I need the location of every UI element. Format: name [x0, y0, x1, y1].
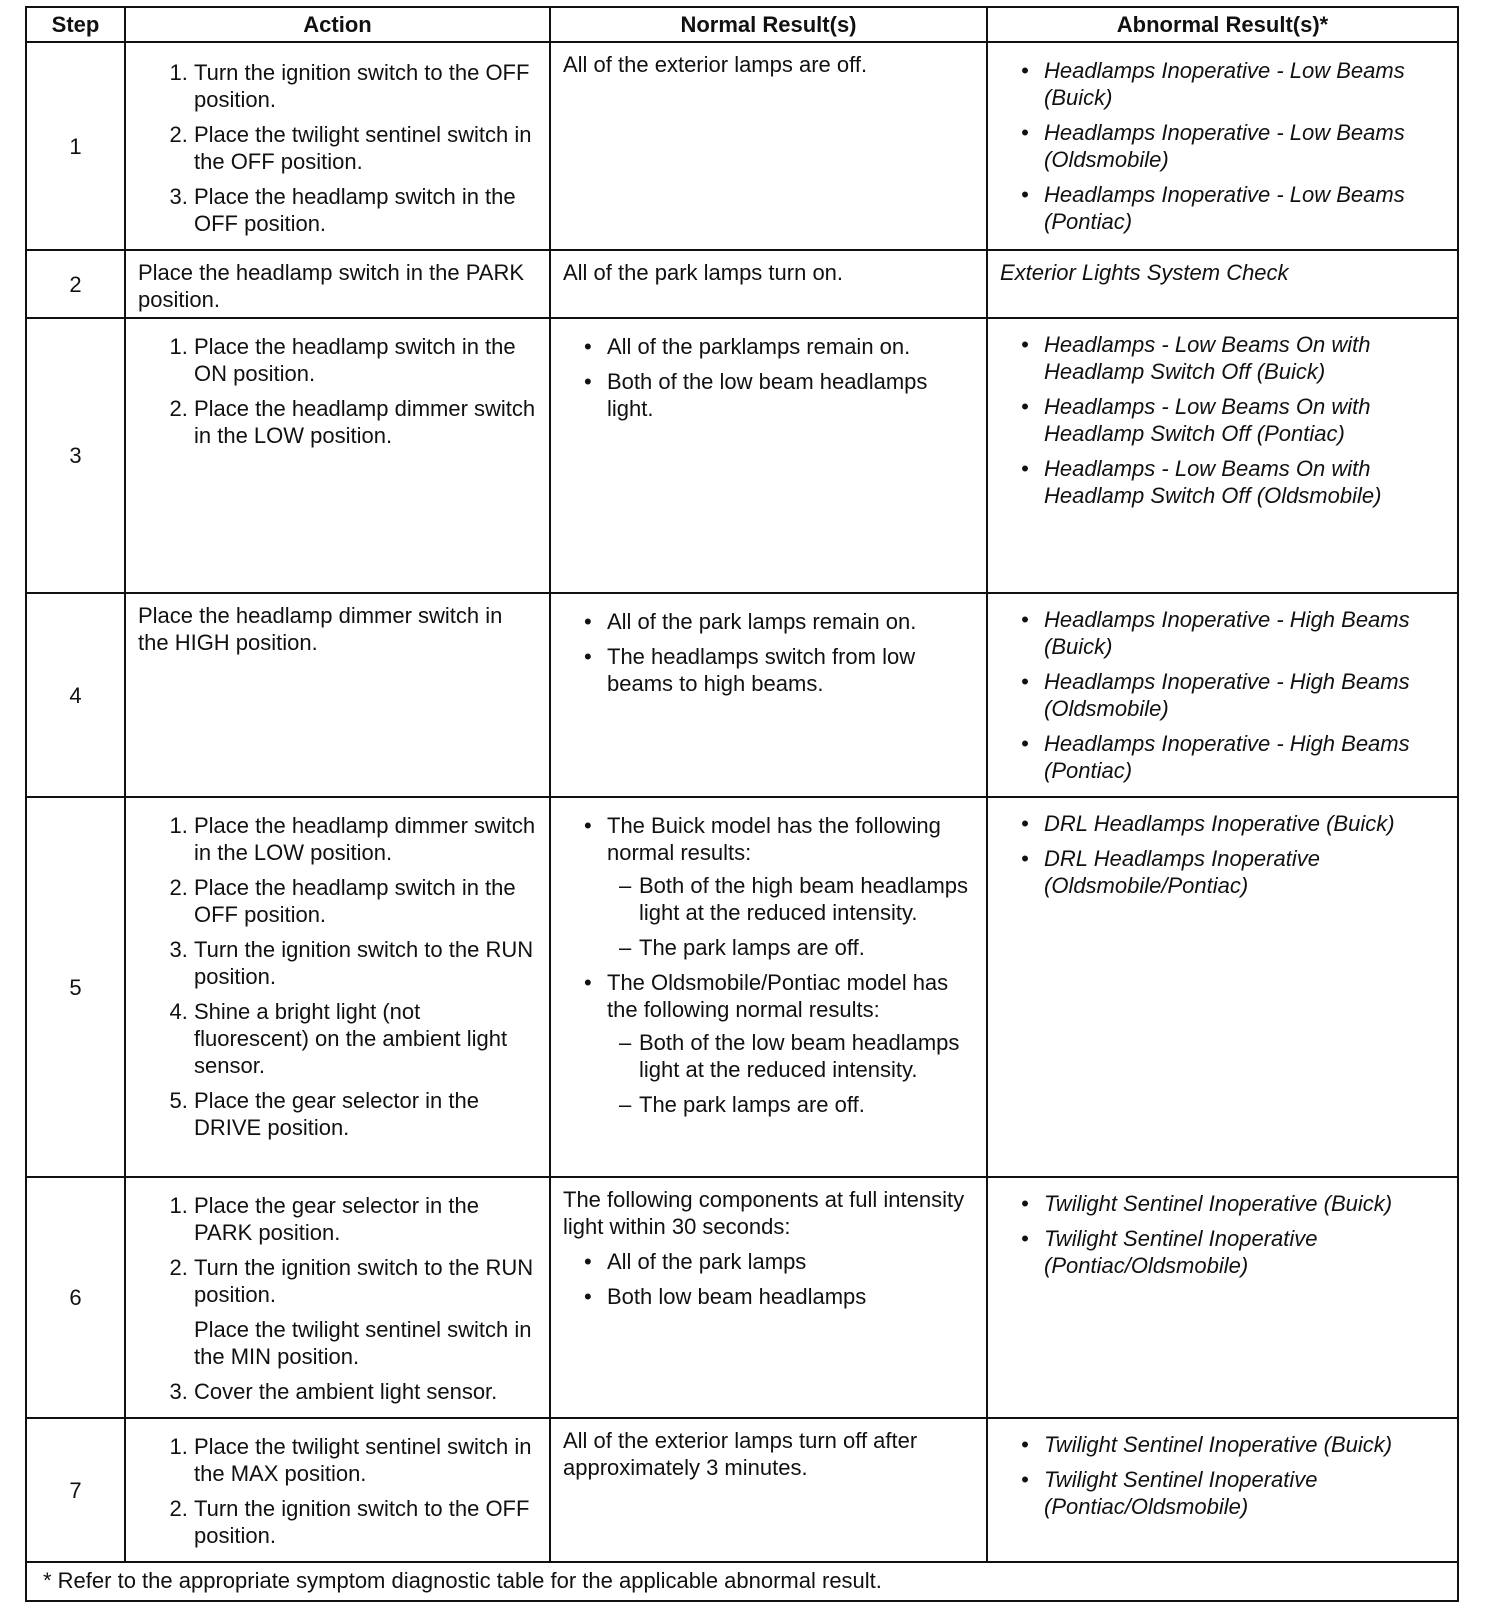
- table-row: [26, 1418, 1458, 1562]
- normal-result-cell: [550, 318, 987, 593]
- abnormal-result-link[interactable]: • DRL Headlamps Inoperative (Buick): [1044, 810, 1447, 837]
- action-cell: [125, 42, 550, 250]
- abnormal-result-link[interactable]: • Twilight Sentinel Inoperative (Buick): [1044, 1190, 1447, 1217]
- step-number: 5: [26, 797, 125, 1177]
- normal-result-group: [607, 812, 976, 961]
- abnormal-result-cell: [987, 1418, 1458, 1562]
- step-number: 3: [26, 318, 125, 593]
- action-item: 2. Turn the ignition switch to the OFF position.: [194, 1495, 539, 1549]
- action-text: Place the headlamp switch in the PARK position.: [138, 260, 525, 312]
- step-number: 6: [26, 1177, 125, 1418]
- normal-result-item: The Buick model has the following normal results:: [607, 813, 941, 865]
- normal-result-item: The Oldsmobile/Pontiac model has the following normal results:: [607, 970, 949, 1022]
- action-item: 2. Place the headlamp switch in the OFF position.: [194, 874, 539, 928]
- table-row: [26, 42, 1458, 250]
- normal-result-item: • The headlamps switch from low beams to high beams.: [607, 643, 976, 697]
- normal-result-cell: [550, 593, 987, 797]
- step-number: 7: [26, 1418, 125, 1562]
- action-cell: [125, 250, 550, 318]
- table-row: [26, 1177, 1458, 1418]
- normal-result-cell: [550, 1418, 987, 1562]
- normal-result-subitem: – Both of the low beam headlamps light at the reduced intensity.: [639, 1029, 976, 1083]
- header-step: Step: [26, 7, 125, 42]
- normal-result-item: • All of the parklamps remain on.: [607, 333, 976, 360]
- abnormal-result-link[interactable]: • Twilight Sentinel Inoperative (Buick): [1044, 1431, 1447, 1458]
- normal-result-group: [607, 969, 976, 1118]
- abnormal-result-link[interactable]: • Headlamps - Low Beams On with Headlamp Switch Off (Oldsmobile): [1044, 455, 1447, 509]
- step-number: 4: [26, 593, 125, 797]
- abnormal-result-cell: [987, 42, 1458, 250]
- abnormal-result-link[interactable]: • Twilight Sentinel Inoperative (Pontiac/Oldsmobile): [1044, 1466, 1447, 1520]
- action-item: 5. Place the gear selector in the DRIVE position.: [194, 1087, 539, 1141]
- table-row: [26, 318, 1458, 593]
- normal-result-item: • All of the park lamps: [607, 1248, 976, 1275]
- abnormal-result-link[interactable]: • Headlamps Inoperative - Low Beams (Oldsmobile): [1044, 119, 1447, 173]
- action-text: Place the headlamp dimmer switch in the HIGH position.: [138, 603, 503, 655]
- normal-result-cell: [550, 1177, 987, 1418]
- normal-result-item: • Both of the low beam headlamps light.: [607, 368, 976, 422]
- normal-result-subitem: – The park lamps are off.: [639, 1091, 976, 1118]
- action-item: 4. Shine a bright light (not fluorescent) on the ambient light sensor.: [194, 998, 539, 1079]
- abnormal-result-cell: [987, 250, 1458, 318]
- action-item-extra: Place the twilight sentinel switch in the MIN position.: [194, 1317, 532, 1369]
- normal-result-item: • All of the park lamps remain on.: [607, 608, 976, 635]
- normal-result-cell: [550, 797, 987, 1177]
- normal-result-subitem: – The park lamps are off.: [639, 934, 976, 961]
- abnormal-result-link[interactable]: • DRL Headlamps Inoperative (Oldsmobile/Pontiac): [1044, 845, 1447, 899]
- abnormal-result-link[interactable]: • Twilight Sentinel Inoperative (Pontiac/Oldsmobile): [1044, 1225, 1447, 1279]
- header-action: Action: [125, 7, 550, 42]
- footnote: * Refer to the appropriate symptom diagnostic table for the applicable abnormal result.: [26, 1562, 1458, 1601]
- action-cell: [125, 318, 550, 593]
- abnormal-result-link[interactable]: • Headlamps Inoperative - High Beams (Oldsmobile): [1044, 668, 1447, 722]
- normal-result-item: • Both low beam headlamps: [607, 1283, 976, 1310]
- table-row: [26, 250, 1458, 318]
- abnormal-result-cell: [987, 797, 1458, 1177]
- footnote-row: [26, 1562, 1458, 1601]
- action-item: 2. Place the twilight sentinel switch in the OFF position.: [194, 121, 539, 175]
- header-row: [26, 7, 1458, 42]
- table-row: [26, 593, 1458, 797]
- action-item: 1. Turn the ignition switch to the OFF position.: [194, 59, 539, 113]
- action-item: 3. Turn the ignition switch to the RUN position.: [194, 936, 539, 990]
- header-abnormal-results: Abnormal Result(s)*: [987, 7, 1458, 42]
- action-item: 3. Place the headlamp switch in the OFF position.: [194, 183, 539, 237]
- abnormal-result-link[interactable]: • Headlamps - Low Beams On with Headlamp Switch Off (Pontiac): [1044, 393, 1447, 447]
- abnormal-result-link[interactable]: Exterior Lights System Check: [1000, 260, 1289, 285]
- abnormal-result-link[interactable]: • Headlamps Inoperative - High Beams (Buick): [1044, 606, 1447, 660]
- normal-result-subitem: – Both of the high beam headlamps light at the reduced intensity.: [639, 872, 976, 926]
- action-item: 1. Place the twilight sentinel switch in the MAX position.: [194, 1433, 539, 1487]
- header-normal-results: Normal Result(s): [550, 7, 987, 42]
- action-item: [194, 1254, 539, 1370]
- normal-result-text: The following components at full intensity light within 30 seconds:: [563, 1187, 965, 1239]
- diagnostic-table: [25, 6, 1459, 1602]
- abnormal-result-link[interactable]: • Headlamps - Low Beams On with Headlamp Switch Off (Buick): [1044, 331, 1447, 385]
- abnormal-result-link[interactable]: • Headlamps Inoperative - High Beams (Pontiac): [1044, 730, 1447, 784]
- action-cell: [125, 1418, 550, 1562]
- action-item: 1. Place the headlamp dimmer switch in the LOW position.: [194, 812, 539, 866]
- table-row: [26, 797, 1458, 1177]
- normal-result-text: All of the exterior lamps turn off after approximately 3 minutes.: [563, 1428, 918, 1480]
- normal-result-text: All of the park lamps turn on.: [563, 260, 844, 285]
- step-number: 2: [26, 250, 125, 318]
- action-item: 3. Cover the ambient light sensor.: [194, 1378, 539, 1405]
- action-cell: [125, 797, 550, 1177]
- abnormal-result-cell: [987, 1177, 1458, 1418]
- action-cell: [125, 593, 550, 797]
- normal-result-text: All of the exterior lamps are off.: [563, 52, 868, 77]
- action-item: 1. Place the gear selector in the PARK position.: [194, 1192, 539, 1246]
- abnormal-result-link[interactable]: • Headlamps Inoperative - Low Beams (Buick): [1044, 57, 1447, 111]
- step-number: 1: [26, 42, 125, 250]
- abnormal-result-cell: [987, 318, 1458, 593]
- action-item: 2. Place the headlamp dimmer switch in the LOW position.: [194, 395, 539, 449]
- normal-result-cell: [550, 42, 987, 250]
- action-item: 1. Place the headlamp switch in the ON position.: [194, 333, 539, 387]
- action-cell: [125, 1177, 550, 1418]
- action-item-text: Turn the ignition switch to the RUN position.: [194, 1255, 534, 1307]
- normal-result-cell: [550, 250, 987, 318]
- abnormal-result-link[interactable]: • Headlamps Inoperative - Low Beams (Pontiac): [1044, 181, 1447, 235]
- abnormal-result-cell: [987, 593, 1458, 797]
